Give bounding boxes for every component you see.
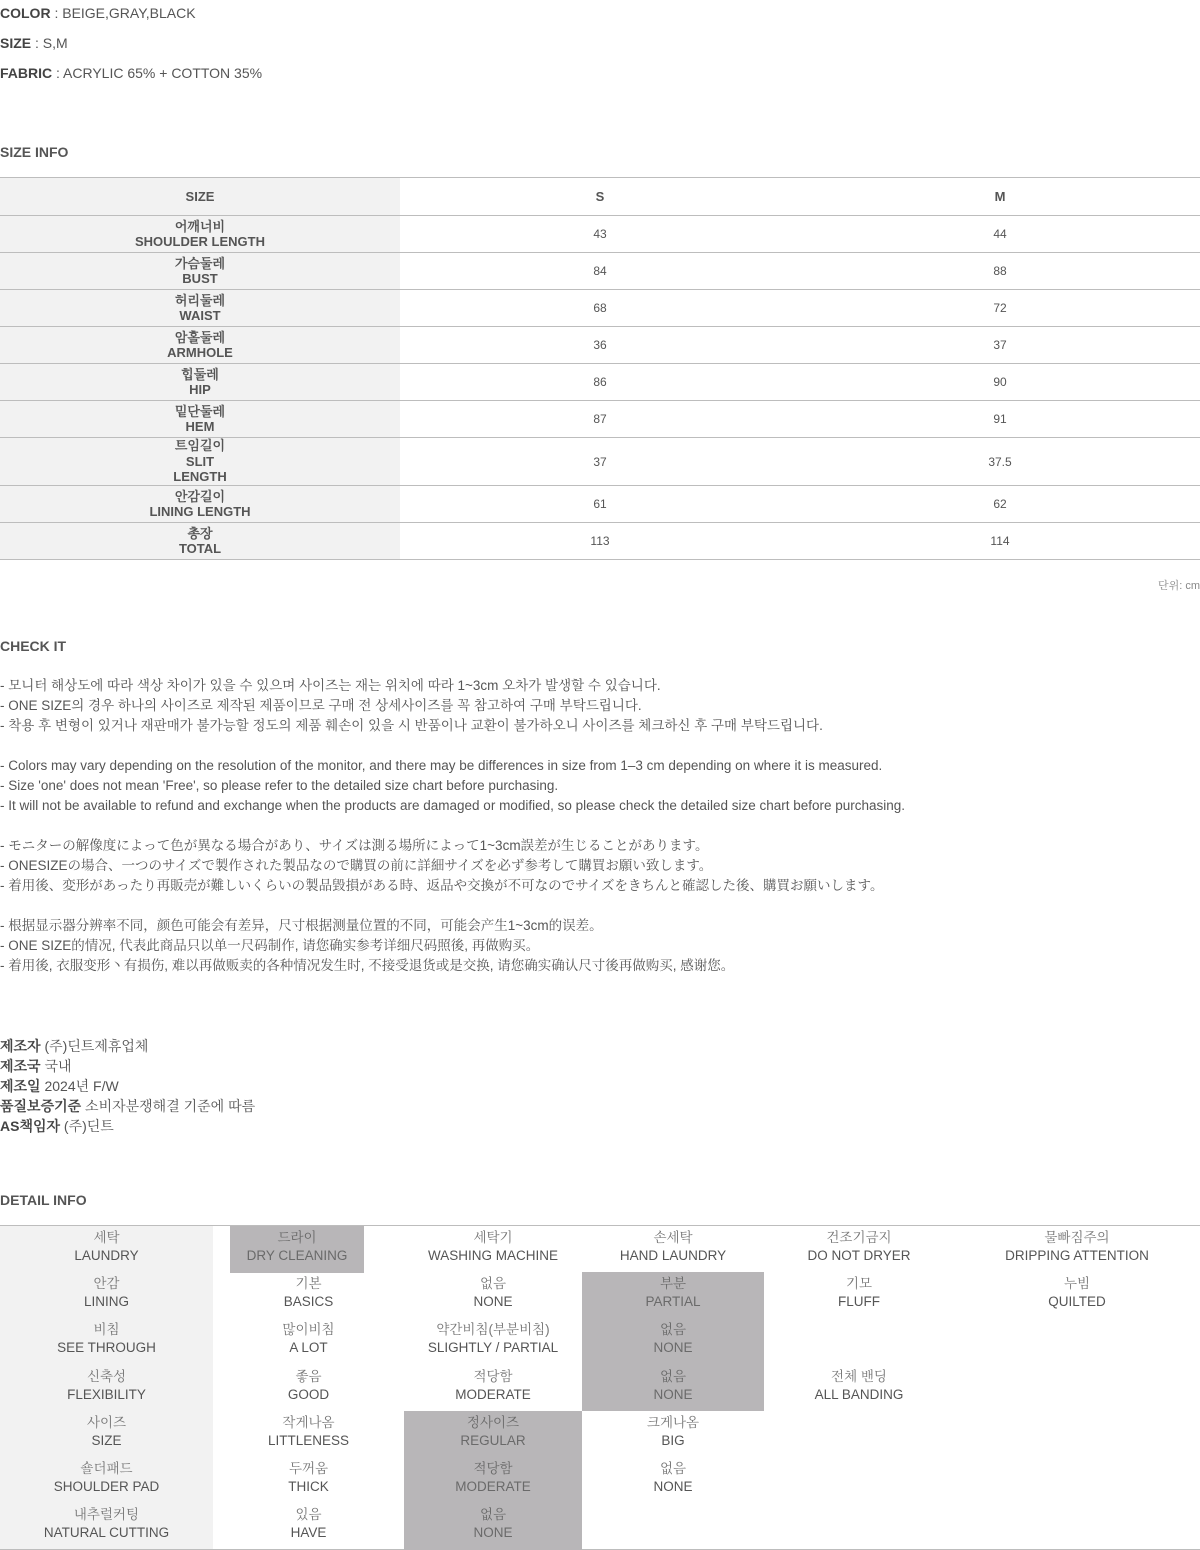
detail-option [404, 1226, 582, 1272]
detail-option-ko: 작게나옴 [282, 1414, 335, 1430]
detail-option [582, 1457, 764, 1503]
detail-row-label [0, 1365, 213, 1411]
table-row [0, 523, 1200, 560]
size-value-s: 36 [400, 327, 800, 364]
detail-table [0, 1225, 1200, 1550]
size-value-m: 44 [800, 216, 1200, 253]
detail-option-en: REGULAR [460, 1432, 526, 1448]
check-it-line: - ONE SIZE의 경우 하나의 사이즈로 제작된 제품이므로 구매 전 상세사이즈를 꼭 참고하여 구매 부탁드립니다. [0, 698, 642, 713]
size-value-m: 91 [800, 401, 1200, 438]
detail-option [764, 1272, 954, 1318]
size-row-label-ko: 트임길이 [174, 438, 226, 454]
table-row [0, 486, 1200, 523]
detail-option-en: NONE [473, 1525, 513, 1541]
size-row-label-en: ARMHOLE [167, 345, 233, 360]
detail-option-ko: 기모 [845, 1276, 873, 1292]
size-row-label-en: BUST [182, 271, 218, 286]
detail-option-en: SLIGHTLY / PARTIAL [427, 1340, 559, 1356]
detail-option [404, 1272, 582, 1318]
size-row-label-ko: 암홀둘레 [174, 329, 226, 345]
detail-info-title: DETAIL INFO [0, 1192, 87, 1208]
detail-option-selected [404, 1503, 582, 1550]
detail-option-ko: 기본 [295, 1276, 322, 1292]
detail-row-label [0, 1503, 213, 1549]
detail-label-en: SHOULDER PAD [53, 1479, 160, 1494]
detail-option [213, 1503, 404, 1549]
table-row [0, 216, 1200, 253]
size-info-title: SIZE INFO [0, 144, 69, 160]
maker-line [0, 1038, 148, 1054]
unit-label: 단위: cm [1157, 580, 1200, 592]
maker-value: 국내 [40, 1058, 72, 1074]
detail-option-en: A LOT [289, 1340, 328, 1356]
spec-line [0, 65, 262, 81]
detail-option [213, 1272, 404, 1318]
size-value-s: 86 [400, 364, 800, 401]
detail-option [954, 1272, 1200, 1318]
check-it-line: - ONESIZEの場合、一つのサイズで製作された製品なので購買の前に詳細サイズを必ず参考して購買お願い致します。 [0, 858, 713, 873]
detail-option-ko: 없음 [479, 1276, 507, 1292]
table-row [0, 438, 1200, 486]
check-it-line: - 모니터 해상도에 따라 색상 차이가 있을 수 있으며 사이즈는 재는 위치에 따라 1~3cm 오차가 발생할 수 있습니다. [0, 678, 661, 693]
detail-option-en: PARTIAL [645, 1294, 701, 1310]
detail-row-label [0, 1226, 213, 1272]
size-value-s: 113 [400, 523, 800, 560]
check-it-line: - 着用後, 衣服变形丶有损伤, 难以再做贩卖的各种情况发生时, 不接受退货或是交换, 请您确实确认尺寸後再做购买, 感谢您。 [0, 958, 735, 973]
spec-key: FABRIC [0, 65, 53, 81]
detail-option-selected [582, 1272, 764, 1319]
maker-value: (주)딘트 [60, 1118, 114, 1134]
detail-option-ko: 부분 [659, 1276, 687, 1292]
detail-option-en: FLUFF [838, 1294, 880, 1310]
detail-option-en: NONE [653, 1340, 693, 1356]
detail-option-selected [404, 1457, 582, 1504]
spec-key: SIZE [0, 35, 32, 51]
detail-option [954, 1226, 1200, 1272]
table-row [0, 327, 1200, 364]
detail-option [404, 1365, 582, 1411]
check-it-line: - It will not be available to refund and exchange when the products are damaged or modified, so please check the detailed size chart before purchasing. [0, 798, 906, 813]
size-value-m: 62 [800, 486, 1200, 523]
check-it-line: - Colors may vary depending on the resolution of the monitor, and there may be differences in size from 1–3 cm depending on where it is measured. [0, 758, 883, 773]
detail-option-en: NONE [653, 1386, 693, 1402]
size-row-label [0, 523, 400, 560]
maker-key: 제조일 [0, 1078, 41, 1094]
detail-option-ko: 누빔 [1063, 1276, 1091, 1292]
detail-label-en: NATURAL CUTTING [43, 1525, 170, 1541]
maker-line [0, 1078, 119, 1094]
size-row-label-en: SLIT LENGTH [173, 453, 227, 485]
maker-key: 품질보증기준 [0, 1098, 82, 1114]
detail-option-en: BIG [661, 1432, 685, 1448]
size-value-m: 72 [800, 290, 1200, 327]
detail-option-ko: 없음 [659, 1322, 687, 1338]
detail-label-en: SEE THROUGH [57, 1340, 156, 1356]
maker-key: 제조자 [0, 1038, 41, 1054]
detail-option-en: LITTLENESS [267, 1432, 350, 1448]
check-it-title: CHECK IT [0, 638, 67, 654]
detail-option [582, 1411, 764, 1457]
detail-option-en: BASICS [283, 1294, 334, 1310]
detail-row-label [0, 1318, 213, 1364]
detail-option [764, 1365, 954, 1411]
detail-option [764, 1226, 954, 1272]
detail-label-ko: 숄더패드 [80, 1461, 133, 1476]
detail-label-ko: 사이즈 [86, 1414, 127, 1430]
detail-option-en: HAND LAUNDRY [619, 1248, 727, 1263]
detail-option-selected [582, 1318, 764, 1365]
spec-key: COLOR [0, 5, 51, 21]
detail-option-ko: 없음 [659, 1461, 687, 1476]
detail-option-en: NONE [653, 1479, 693, 1494]
detail-option-ko: 있음 [295, 1507, 322, 1523]
detail-option-en: WASHING MACHINE [427, 1248, 558, 1263]
size-row-label-ko: 밑단둘레 [174, 403, 226, 419]
size-header-s: S [400, 178, 800, 216]
size-row-label-en: TOTAL [178, 541, 222, 556]
detail-option-en: QUILTED [1048, 1294, 1106, 1310]
detail-option-ko: 물빠짐주의 [1044, 1230, 1110, 1245]
detail-option [213, 1457, 404, 1503]
size-row-label-ko: 허리둘레 [174, 292, 226, 308]
detail-option-ko: 좋음 [295, 1368, 322, 1384]
size-row-label [0, 364, 400, 401]
maker-key: 제조국 [0, 1058, 41, 1074]
detail-option-en: GOOD [287, 1386, 330, 1402]
size-header-m: M [800, 178, 1200, 216]
detail-option [582, 1226, 764, 1272]
size-header-size: SIZE [0, 178, 400, 216]
detail-option-selected [582, 1365, 764, 1412]
detail-row-label [0, 1272, 213, 1318]
detail-option-en: NONE [473, 1294, 513, 1310]
size-table-header [0, 178, 1200, 216]
detail-option-ko: 전체 밴딩 [831, 1368, 887, 1384]
size-row-label [0, 401, 400, 438]
detail-option-ko: 세탁기 [473, 1230, 513, 1245]
size-row-label [0, 438, 400, 486]
detail-option [213, 1318, 404, 1364]
detail-label-ko: 세탁 [93, 1230, 120, 1245]
spec-value: : S,M [31, 35, 68, 51]
size-row-label-en: HIP [189, 382, 211, 397]
detail-option-en: MODERATE [455, 1479, 531, 1494]
detail-option-ko: 많이비침 [282, 1322, 335, 1338]
table-row [0, 401, 1200, 438]
size-row-label [0, 253, 400, 290]
detail-row-label [0, 1457, 213, 1503]
check-it-line: - 着用後、変形があったり再販売が難しいくらいの製品毀損がある時、返品や交換が不可なのでサイズをきちんと確認した後、購買お願いします。 [0, 878, 884, 893]
size-row-label [0, 290, 400, 327]
detail-option-ko: 약간비침(부분비침) [436, 1322, 550, 1338]
detail-option-en: MODERATE [455, 1386, 531, 1402]
maker-key: AS책임자 [0, 1118, 61, 1134]
maker-line [0, 1118, 114, 1134]
spec-value: : BEIGE,GRAY,BLACK [50, 5, 196, 21]
detail-option-en: DRY CLEANING [246, 1248, 348, 1263]
size-row-label-en: WAIST [179, 308, 221, 323]
detail-option-ko: 적당함 [473, 1461, 513, 1476]
size-row-label-ko: 총장 [187, 525, 213, 541]
spec-value: : ACRYLIC 65% + COTTON 35% [52, 65, 263, 81]
size-row-label [0, 486, 400, 523]
check-it-line: - Size 'one' does not mean 'Free', so please refer to the detailed size chart before purchasing. [0, 778, 559, 793]
detail-option [404, 1318, 582, 1364]
detail-option-selected [230, 1226, 364, 1273]
maker-value: 소비자분쟁해결 기준에 따름 [81, 1098, 256, 1114]
table-row [0, 290, 1200, 327]
size-value-s: 61 [400, 486, 800, 523]
size-row-label-ko: 안감길이 [174, 488, 226, 504]
detail-option [213, 1411, 404, 1457]
check-it-line: - モニターの解像度によって色が異なる場合があり、サイズは測る場所によって1~3cm誤差が生じることがあります。 [0, 838, 709, 853]
size-row-label [0, 327, 400, 364]
size-row-label-ko: 가슴둘레 [174, 255, 226, 271]
table-row [0, 253, 1200, 290]
detail-option-ko: 크게나옴 [646, 1414, 700, 1430]
detail-label-en: LINING [83, 1294, 129, 1310]
table-row [0, 364, 1200, 401]
detail-row-label [0, 1411, 213, 1457]
detail-option [213, 1365, 404, 1411]
detail-option-ko: 두꺼움 [288, 1461, 329, 1476]
detail-option-selected [404, 1411, 582, 1458]
size-value-m: 37.5 [800, 438, 1200, 486]
size-value-s: 43 [400, 216, 800, 253]
maker-line [0, 1058, 72, 1074]
maker-value: (주)딘트제휴업체 [40, 1038, 149, 1054]
detail-option-ko: 없음 [659, 1368, 687, 1384]
detail-label-en: SIZE [91, 1432, 122, 1448]
detail-label-en: FLEXIBILITY [67, 1386, 146, 1402]
size-value-s: 37 [400, 438, 800, 486]
maker-value: 2024년 F/W [40, 1078, 119, 1094]
size-value-m: 88 [800, 253, 1200, 290]
detail-option-en: DRIPPING ATTENTION [1005, 1248, 1149, 1263]
size-row-label-ko: 힙둘레 [181, 366, 219, 382]
size-table [0, 177, 1200, 560]
size-value-m: 114 [800, 523, 1200, 560]
size-value-m: 90 [800, 364, 1200, 401]
detail-option-ko: 드라이 [277, 1230, 317, 1245]
detail-option-ko: 손세탁 [653, 1230, 693, 1245]
spec-line [0, 35, 68, 51]
size-row-label-en: HEM [185, 419, 215, 434]
detail-option-en: ALL BANDING [814, 1386, 904, 1402]
size-row-label-en: LINING LENGTH [149, 504, 251, 519]
detail-option-ko: 없음 [479, 1507, 507, 1523]
detail-option-en: HAVE [290, 1525, 327, 1541]
size-value-s: 87 [400, 401, 800, 438]
detail-label-ko: 비침 [93, 1322, 120, 1338]
maker-line [0, 1098, 255, 1114]
detail-label-en: LAUNDRY [74, 1248, 139, 1263]
size-row-label-en: SHOULDER LENGTH [135, 234, 265, 249]
check-it-line: - 根据显示器分辨率不同，颜色可能会有差异，尺寸根据测量位置的不同，可能会产生1~3cm的误差。 [0, 918, 603, 933]
detail-label-ko: 내추럴커팅 [73, 1507, 140, 1523]
check-it-line: - 착용 후 변형이 있거나 재판매가 불가능할 정도의 제품 훼손이 있을 시 반품이나 교환이 불가하오니 사이즈를 체크하신 후 구매 부탁드립니다. [0, 718, 823, 733]
size-value-s: 84 [400, 253, 800, 290]
size-row-label-ko: 어깨너비 [174, 218, 226, 234]
detail-option-en: THICK [288, 1479, 329, 1494]
detail-label-ko: 신축성 [86, 1368, 127, 1384]
detail-option-en: DO NOT DRYER [807, 1248, 911, 1263]
detail-option-ko: 정사이즈 [466, 1414, 520, 1430]
size-value-s: 68 [400, 290, 800, 327]
detail-label-ko: 안감 [93, 1276, 120, 1292]
size-row-label [0, 216, 400, 253]
spec-line [0, 5, 196, 21]
detail-option-ko: 적당함 [473, 1368, 513, 1384]
size-value-m: 37 [800, 327, 1200, 364]
check-it-line: - ONE SIZE的情况, 代表此商品只以单一尺码制作, 请您确实参考详细尺码照後, 再做购买。 [0, 938, 540, 953]
detail-option-ko: 건조기금지 [826, 1230, 892, 1245]
